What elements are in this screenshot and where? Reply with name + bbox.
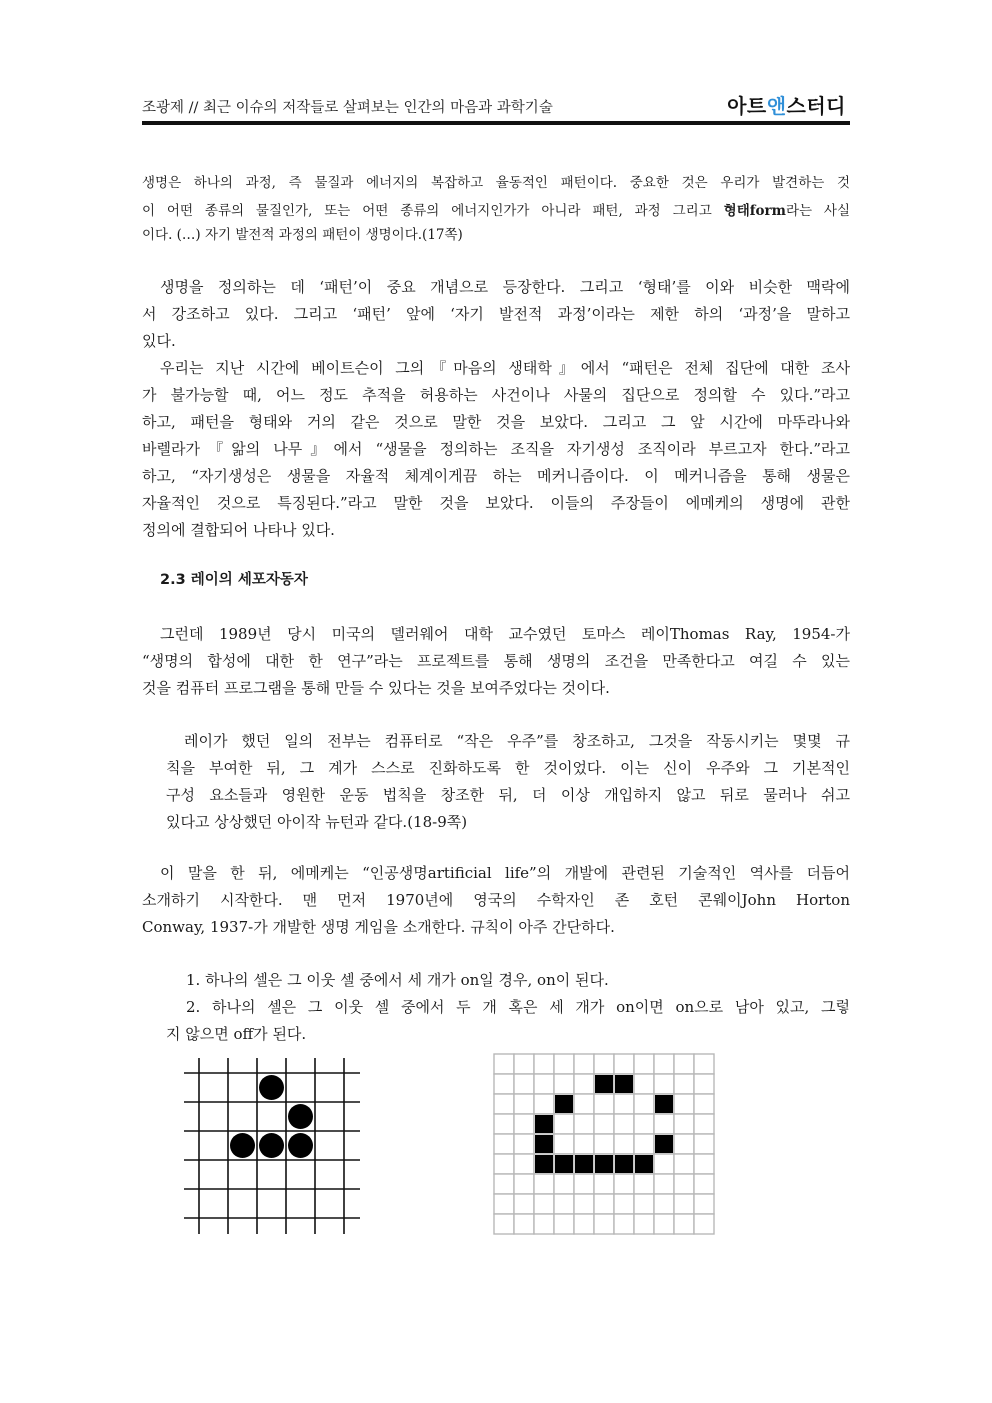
grid-cell [534,1174,554,1194]
grid-cell [694,1114,714,1134]
header-divider [142,121,850,125]
live-cell [259,1133,284,1158]
grid-cell [594,1054,614,1074]
grid-cell [494,1094,514,1114]
text-line: 있다. [142,332,176,350]
live-cell [615,1155,633,1173]
grid-cell [654,1154,674,1174]
site-logo [727,90,846,119]
grid-cell [494,1194,514,1214]
grid-cell [494,1074,514,1094]
grid-cell [514,1194,534,1214]
grid-cell [554,1074,574,1094]
header-title: 조광제 // 최근 이슈의 저작들로 살펴보는 인간의 마음과 과학기술 [142,100,553,116]
grid-cell [674,1154,694,1174]
grid-cell [614,1174,634,1194]
grid-cell [674,1074,694,1094]
live-cell [535,1135,553,1153]
text-line: 이 말을 한 뒤, 에메케는 “인공생명artificial life”의 개발에 관련된 기술적인 역사를 더듬어 [160,864,850,882]
grid-cell [574,1114,594,1134]
live-cell [535,1115,553,1133]
grid-cell [574,1194,594,1214]
grid-cell [554,1134,574,1154]
list-item: 1. 하나의 셀은 그 이웃 셀 중에서 세 개가 on일 경우, on이 된다. [186,971,609,989]
logo-text-accent: 앤 [766,94,787,118]
logo-text-left: 아트 [727,94,767,118]
text-line: 생명은 하나의 과정, 즉 물질과 에너지의 복잡하고 율동적인 패턴이다. 중요한 것은 우리가 발견하는 것 [142,175,850,191]
live-cell [555,1095,573,1113]
live-cell [595,1075,613,1093]
list-item: 2. 하나의 셀은 그 이웃 셀 중에서 두 개 혹은 세 개가 on이면 on으로 남아 있고, 그렇 [186,998,850,1016]
live-cell [230,1133,255,1158]
grid-cell [654,1114,674,1134]
rules-list [166,967,850,1048]
text-line: 소개하기 시작한다. 맨 먼저 1970년에 영국의 수학자인 존 호턴 콘웨이John Horton [142,891,850,909]
grid-cell [514,1054,534,1074]
text-line: 그런데 1989년 당시 미국의 델러웨어 대학 교수였던 토마스 레이Thomas Ray, 1954-가 [160,625,850,643]
list-item: 지 않으면 off가 된다. [166,1025,307,1043]
grid-cell [494,1114,514,1134]
live-cell [288,1133,313,1158]
grid-cell [674,1174,694,1194]
text-line: 우리는 지난 시간에 베이트슨이 그의『마음의 생태학』에서 “패턴은 전체 집단에 대한 조사 [160,359,850,377]
text-line: 하고, “자기생성은 생물을 자율적 체계이게끔 하는 메커니즘이다. 이 메커니즘을 통해 생물은 [142,467,850,485]
grid-cell [554,1214,574,1234]
grid-cell [654,1194,674,1214]
grid-cell [674,1214,694,1234]
grid-cell [634,1134,654,1154]
grid-cell [674,1114,694,1134]
body-paragraph [142,621,850,702]
grid-cell [614,1194,634,1214]
quote-block-1 [142,168,850,247]
live-cell [655,1135,673,1153]
grid-cell [674,1194,694,1214]
grid-cell [694,1134,714,1154]
grid-cell [594,1094,614,1114]
grid-cell [574,1054,594,1074]
text-line: 생명을 정의하는 데 ‘패턴’이 중요 개념으로 등장한다. 그리고 ‘형태’를 이와 비슷한 맥락에 [160,278,850,296]
grid-cell [694,1154,714,1174]
live-cell [595,1155,613,1173]
grid-cell [534,1054,554,1074]
grid-cell [654,1074,674,1094]
live-cell [575,1155,593,1173]
live-cell [288,1104,313,1129]
text-line: 있다고 상상했던 아이작 뉴턴과 같다.(18-9쪽) [166,813,468,831]
grid-cell [694,1214,714,1234]
grid-cell [634,1094,654,1114]
grid-cell [494,1154,514,1174]
text-line: 레이가 했던 일의 전부는 컴퓨터로 “작은 우주”를 창조하고, 그것을 작동시키는 몇몇 규 [184,732,850,750]
live-cell [635,1155,653,1173]
live-cell [259,1075,284,1100]
text-line: 정의에 결합되어 나타나 있다. [142,521,335,539]
live-cell [655,1095,673,1113]
grid-cell [514,1134,534,1154]
grid-cell [514,1114,534,1134]
text-line: 바렐라가『앎의 나무』에서 “생물을 정의하는 조직을 자기생성 조직이라 부르고자 한다.”라고 [142,440,850,458]
grid-cell [634,1194,654,1214]
text-line: 구성 요소들과 영원한 운동 법칙을 창조한 뒤, 더 이상 개입하지 않고 뒤로 물러나 쉬고 [166,786,850,804]
grid-cell [594,1114,614,1134]
grid-cell [594,1194,614,1214]
text-line: 서 강조하고 있다. 그리고 ‘패턴’ 앞에 ‘자기 발전적 과정’이라는 제한 하의 ‘과정’을 말하고 [142,305,850,323]
text-line: 가 불가능할 때, 어느 정도 추적을 허용하는 사건이나 사물의 집단으로 정의할 수 있다.”라고 [142,386,850,404]
grid-cell [514,1214,534,1234]
body-paragraph [142,274,850,355]
grid-cell [694,1054,714,1074]
grid-cell [654,1174,674,1194]
grid-cell [614,1054,634,1074]
live-cell [615,1075,633,1093]
grid-cell [614,1214,634,1234]
grid-cell [534,1094,554,1114]
grid-cell [634,1114,654,1134]
grid-cell [634,1174,654,1194]
bold-term: 형태form [723,203,786,219]
glider-figure [184,1058,360,1234]
grid-cell [494,1214,514,1234]
logo-text-right: 스터디 [786,94,846,118]
text-line: 이다. (…) 자기 발전적 과정의 패턴이 생명이다.(17쪽) [142,227,463,243]
section-heading: 2.3 레이의 세포자동자 [160,572,308,588]
live-cell [555,1155,573,1173]
grid-cell [594,1174,614,1194]
grid-cell [554,1194,574,1214]
quote-block-2 [166,728,850,836]
grid-cell [694,1194,714,1214]
body-paragraph [142,355,850,544]
text-line: 칙을 부여한 뒤, 그 계가 스스로 진화하도록 한 것이었다. 이는 신이 우주와 그 기본적인 [166,759,850,777]
grid-cell [694,1094,714,1114]
grid-cell [554,1174,574,1194]
text-line: 것을 컴퓨터 프로그램을 통해 만들 수 있다는 것을 보여주었다는 것이다. [142,679,610,697]
grid-cell [694,1174,714,1194]
grid-cell [614,1134,634,1154]
spaceship-figure [493,1053,715,1235]
grid-cell [674,1094,694,1114]
grid-cell [574,1134,594,1154]
text-line: “생명의 합성에 대한 한 연구”라는 프로젝트를 통해 생명의 조건을 만족한다고 여길 수 있는 [142,652,850,670]
grid-cell [594,1214,614,1234]
grid-cell [554,1054,574,1074]
grid-cell [534,1214,554,1234]
text-line: 이 어떤 종류의 물질인가, 또는 어떤 종류의 에너지인가가 아니라 패턴, 과정 그리고 형태form라는 사실 [142,203,851,219]
body-paragraph [142,860,850,941]
grid-cell [654,1054,674,1074]
grid-cell [514,1074,534,1094]
text-line: 자율적인 것으로 특징된다.”라고 말한 것을 보았다. 이들의 주장들이 에메케의 생명에 관한 [142,494,850,512]
page-header [142,88,850,124]
grid-cell [574,1074,594,1094]
grid-cell [654,1214,674,1234]
grid-cell [554,1114,574,1134]
grid-cell [634,1074,654,1094]
grid-cell [574,1214,594,1234]
text-line: 하고, 패턴을 형태와 거의 같은 것으로 말한 것을 보았다. 그리고 그 앞 시간에 마뚜라나와 [142,413,850,431]
grid-cell [514,1174,534,1194]
grid-cell [534,1194,554,1214]
grid-cell [634,1214,654,1234]
grid-cell [534,1074,554,1094]
grid-cell [594,1134,614,1154]
grid-cell [514,1094,534,1114]
grid-cell [494,1054,514,1074]
grid-cell [494,1134,514,1154]
grid-cell [694,1074,714,1094]
grid-cell [574,1094,594,1114]
text-line: Conway, 1937-가 개발한 생명 게임을 소개한다. 규칙이 아주 간단하다. [142,918,615,936]
grid-cell [614,1094,634,1114]
grid-cell [674,1134,694,1154]
live-cell [535,1155,553,1173]
grid-cell [514,1154,534,1174]
grid-cell [614,1114,634,1134]
grid-cell [634,1054,654,1074]
grid-cell [574,1174,594,1194]
grid-cell [674,1054,694,1074]
grid-cell [494,1174,514,1194]
